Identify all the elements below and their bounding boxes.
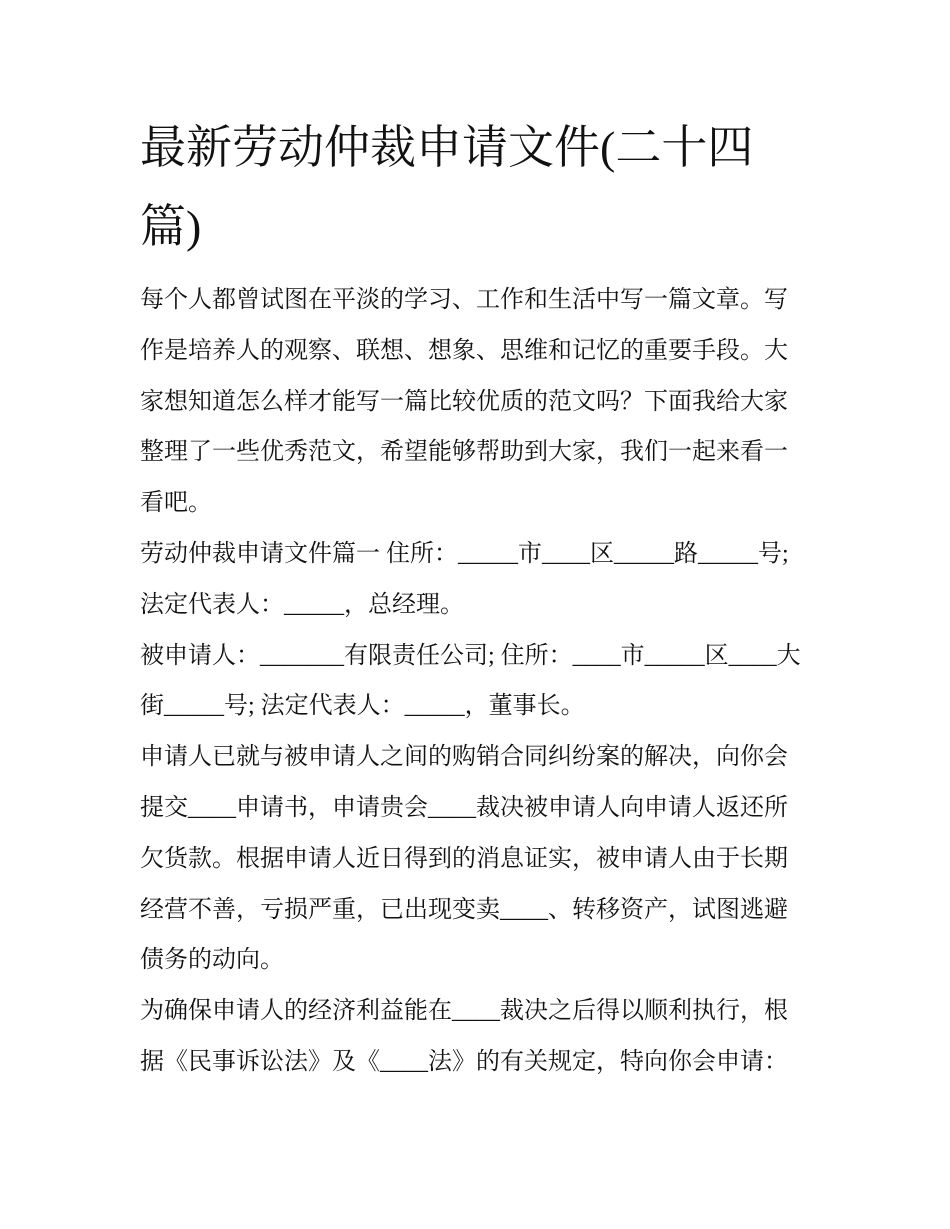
text-line: 经营不善，亏损严重，已出现变卖____、转移资产，试图逃避 <box>140 896 788 923</box>
text-line: 劳动仲裁申请文件篇一 住所：_____市____区_____路_____号; <box>140 540 789 567</box>
text-line: 法定代表人：_____，总经理。 <box>140 591 464 618</box>
title-line: 篇) <box>140 201 202 252</box>
text-line: 每个人都曾试图在平淡的学习、工作和生活中写一篇文章。写 <box>140 287 788 313</box>
paragraph-facts <box>140 732 830 986</box>
paragraph-respondent <box>140 631 830 733</box>
text-line: 看吧。 <box>140 490 212 517</box>
document-body <box>140 275 830 1088</box>
text-line: 提交____申请书，申请贵会____裁决被申请人向申请人返还所 <box>140 794 788 821</box>
text-line: 债务的动向。 <box>140 947 284 974</box>
paragraph-applicant <box>140 529 830 631</box>
text-line: 整理了一些优秀范文，希望能够帮助到大家，我们一起来看一 <box>140 439 788 466</box>
document-title <box>140 108 830 266</box>
text-line: 家想知道怎么样才能写一篇比较优质的范文吗？下面我给大家 <box>140 388 788 415</box>
title-line: 最新劳动仲裁申请文件(二十四 <box>140 122 754 173</box>
paragraph-intro <box>140 275 830 529</box>
text-line: 作是培养人的观察、联想、想象、思维和记忆的重要手段。大 <box>140 337 788 364</box>
text-line: 街_____号; 法定代表人：_____，董事长。 <box>140 693 585 720</box>
text-line: 欠货款。根据申请人近日得到的消息证实，被申请人由于长期 <box>140 845 788 872</box>
text-line: 申请人已就与被申请人之间的购销合同纠纷案的解决，向你会 <box>140 744 788 771</box>
text-line: 被申请人：_______有限责任公司; 住所：____市_____区____大 <box>140 642 801 669</box>
paragraph-request <box>140 986 830 1088</box>
text-line: 据《民事诉讼法》及《____法》的有关规定，特向你会申请： <box>140 1048 788 1075</box>
text-line: 为确保申请人的经济利益能在____裁决之后得以顺利执行，根 <box>140 998 788 1025</box>
